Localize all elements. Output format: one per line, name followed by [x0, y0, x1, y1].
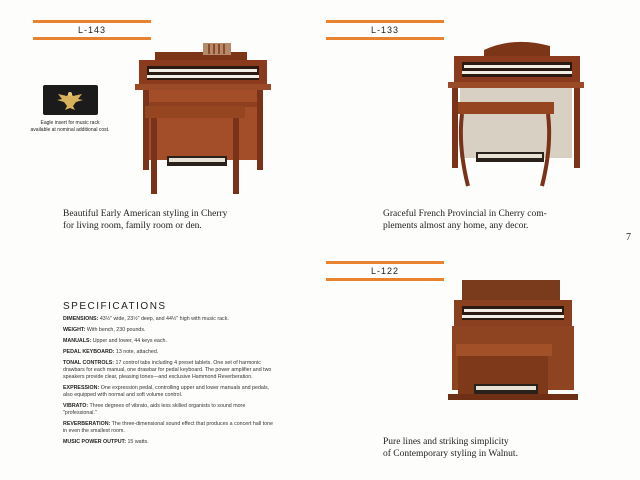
- spec-item: TONAL CONTROLS: 17 control tabs including 4 preset tablets. One set of harmonic drawbars for each manual, one drawbar for pedal keyboard. The power amplifier and two speakers provide clear, pleasing tones—and exclusive Hammond Reverberation.: [63, 360, 272, 380]
- spec-item: REVERBERATION: The three-dimensional sound effect that produces a concert hall tone in even the smallest room.: [63, 421, 273, 434]
- organ-l133-image: [438, 36, 588, 196]
- eagle-insert-image: [43, 85, 98, 115]
- model-code: L-133: [370, 25, 400, 35]
- caption-l143: Beautiful Early American styling in Cherry for living room, family room or den.: [63, 209, 228, 231]
- accent-bar: [326, 37, 444, 40]
- spec-item: VIBRATO: Three degrees of vibrato, aids less skilled organists to sound more "professional.": [63, 403, 246, 416]
- spec-item: MANUALS: Upper and lower, 44 keys each.: [63, 338, 167, 344]
- model-header-l143: [33, 20, 151, 40]
- spec-item: PEDAL KEYBOARD: 13 note, attached.: [63, 349, 159, 355]
- eagle-insert-note: Eagle insert for music rack available at nominal additional cost.: [30, 120, 110, 133]
- eagle-icon: [43, 85, 98, 115]
- spec-item: DIMENSIONS: 43½" wide, 23½" deep, and 44½" high with music rack.: [63, 316, 229, 322]
- model-header-l122: [326, 261, 444, 281]
- caption-l133: Graceful French Provincial in Cherry com- plements almost any home, any decor.: [383, 209, 547, 231]
- page-number: 7: [626, 232, 631, 243]
- specifications-title: SPECIFICATIONS: [63, 301, 167, 312]
- model-code: L-143: [77, 25, 107, 35]
- organ-l122-image: [448, 278, 578, 418]
- spec-item: EXPRESSION: One expression pedal, controlling upper and lower manuals and pedals, also equipped with normal and soft volume control.: [63, 385, 270, 398]
- caption-l122: Pure lines and striking simplicity of Contemporary styling in Walnut.: [383, 437, 518, 459]
- spec-item: MUSIC POWER OUTPUT: 15 watts.: [63, 439, 149, 445]
- accent-bar: [326, 278, 444, 281]
- organ-l143-image: [125, 38, 275, 198]
- model-header-l133: [326, 20, 444, 40]
- spec-item: WEIGHT: With bench, 230 pounds.: [63, 327, 146, 333]
- specifications-list: [63, 316, 275, 450]
- model-code: L-122: [370, 266, 400, 276]
